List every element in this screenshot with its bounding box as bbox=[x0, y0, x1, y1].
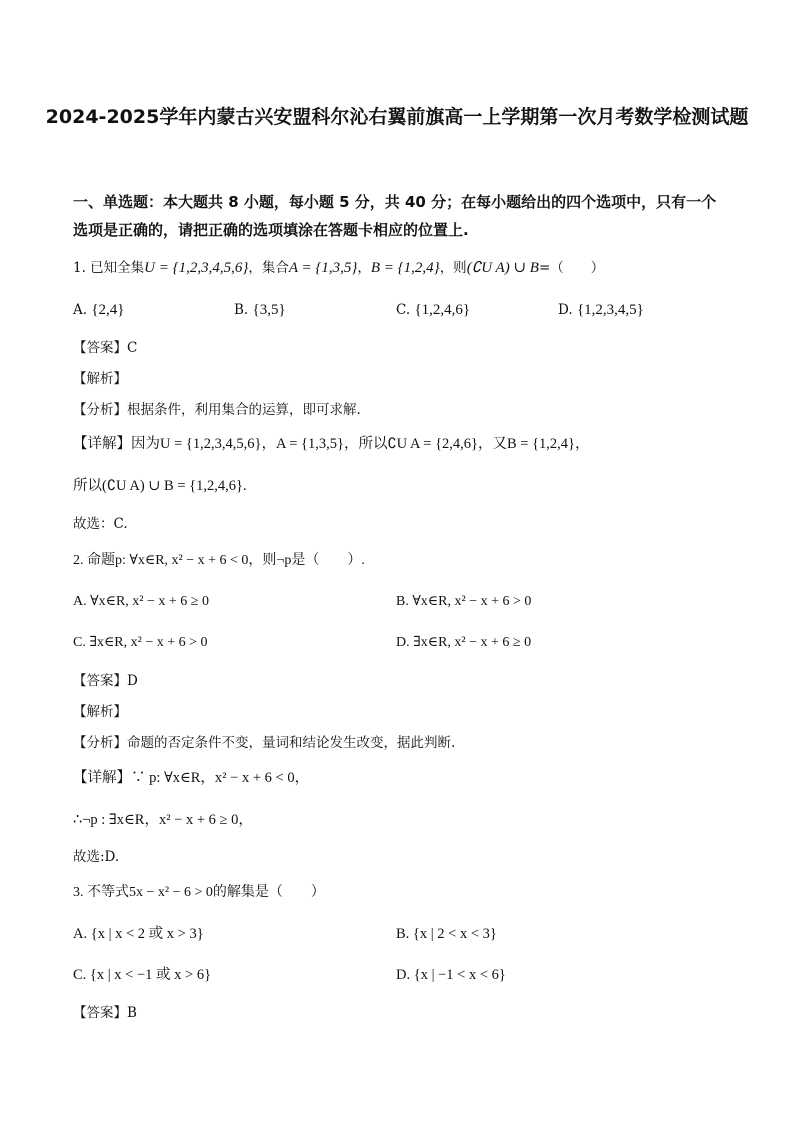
q1-set-b: B = {1,2,4} bbox=[370, 260, 440, 276]
q2-choose: 故选:D. bbox=[73, 849, 120, 865]
q1-detail-2: 所以(∁U A) ∪ B = {1,2,4,6}. bbox=[73, 478, 247, 494]
q3-answer: 【答案】B bbox=[73, 1005, 137, 1021]
q3-stem: 3. 不等式5x − x² − 6 > 0的解集是（ ） bbox=[73, 885, 325, 900]
option-label: C. bbox=[396, 302, 411, 318]
q3-option-d bbox=[396, 965, 506, 985]
q1-option-c bbox=[396, 300, 470, 320]
option-value: ∃x∈R, x² − x + 6 > 0 bbox=[89, 635, 208, 650]
q2-stem: 2. 命题p: ∀x∈R, x² − x + 6 < 0，则¬p是（ ）. bbox=[73, 553, 365, 568]
option-label: D. bbox=[396, 967, 411, 983]
q1-detail-1: 【详解】因为U = {1,2,3,4,5,6}，A = {1,3,5}，所以∁U A = {2,4,6}，又B = {1,2,4}， bbox=[73, 436, 590, 452]
option-value: {1,2,4,6} bbox=[414, 302, 471, 318]
q1-expression: (∁U A) ∪ B bbox=[466, 260, 539, 276]
q1-option-d bbox=[558, 300, 644, 320]
q2-detail-1: 【详解】∵ p: ∀x∈R，x² − x + 6 < 0， bbox=[73, 770, 310, 786]
q1-sep: ， bbox=[357, 260, 371, 276]
option-label: A. bbox=[73, 594, 87, 609]
option-label: A. bbox=[73, 926, 88, 942]
q2-option-b bbox=[396, 592, 531, 612]
option-label: A. bbox=[73, 302, 88, 318]
q1-universal-set: U = {1,2,3,4,5,6} bbox=[144, 260, 249, 276]
q1-stem-b: ，集合 bbox=[248, 260, 289, 276]
q2-option-a bbox=[73, 592, 209, 612]
q1-analysis-head: 【解析】 bbox=[73, 371, 127, 387]
option-value: {2,4} bbox=[91, 302, 125, 318]
q2-answer: 【答案】D bbox=[73, 673, 138, 689]
document-title: 2024-2025学年内蒙古兴安盟科尔沁右翼前旗高一上学期第一次月考数学检测试题 bbox=[45, 106, 749, 128]
option-label: C. bbox=[73, 967, 87, 983]
option-label: B. bbox=[234, 302, 249, 318]
option-label: B. bbox=[396, 926, 410, 942]
q1-stem bbox=[73, 258, 604, 278]
q1-set-a: A = {1,3,5} bbox=[288, 260, 358, 276]
q3-option-a bbox=[73, 924, 204, 944]
option-value: {1,2,3,4,5} bbox=[576, 302, 644, 318]
option-value: {x | x < −1 或 x > 6} bbox=[89, 967, 212, 983]
option-label: D. bbox=[558, 302, 573, 318]
section-header: 一、单选题：本大题共 8 小题，每小题 5 分，共 40 分；在每小题给出的四个选项中，只有一个选项是正确的，请把正确的选项填涂在答题卡相应的位置上. bbox=[73, 193, 717, 239]
q1-answer: 【答案】C bbox=[73, 340, 138, 356]
option-value: {3,5} bbox=[252, 302, 286, 318]
q1-stem-d: =（ ） bbox=[538, 260, 605, 276]
q1-fenxi: 【分析】根据条件，利用集合的运算，即可求解. bbox=[73, 402, 361, 418]
option-value: {x | −1 < x < 6} bbox=[413, 967, 506, 983]
q1-option-a bbox=[73, 300, 125, 320]
q1-stem-c: ，则 bbox=[439, 260, 467, 276]
q2-detail-2: ∴¬p : ∃x∈R，x² − x + 6 ≥ 0， bbox=[73, 812, 253, 828]
option-value: {x | 2 < x < 3} bbox=[412, 926, 497, 942]
q1-stem-a: 1. 已知全集 bbox=[73, 260, 145, 276]
q1-choose: 故选：C. bbox=[73, 516, 128, 532]
option-label: D. bbox=[396, 635, 410, 650]
option-value: {x | x < 2 或 x > 3} bbox=[90, 926, 204, 942]
q1-option-b bbox=[234, 300, 286, 320]
option-value: ∀x∈R, x² − x + 6 > 0 bbox=[412, 594, 532, 609]
q2-option-d bbox=[396, 633, 531, 653]
q3-option-c bbox=[73, 965, 211, 985]
option-value: ∃x∈R, x² − x + 6 ≥ 0 bbox=[413, 635, 532, 650]
q2-fenxi: 【分析】命题的否定条件不变，量词和结论发生改变，据此判断. bbox=[73, 735, 456, 751]
option-value: ∀x∈R, x² − x + 6 ≥ 0 bbox=[90, 594, 209, 609]
option-label: B. bbox=[396, 594, 409, 609]
q2-analysis-head: 【解析】 bbox=[73, 704, 127, 720]
q2-option-c bbox=[73, 633, 208, 653]
option-label: C. bbox=[73, 635, 86, 650]
q3-option-b bbox=[396, 924, 497, 944]
